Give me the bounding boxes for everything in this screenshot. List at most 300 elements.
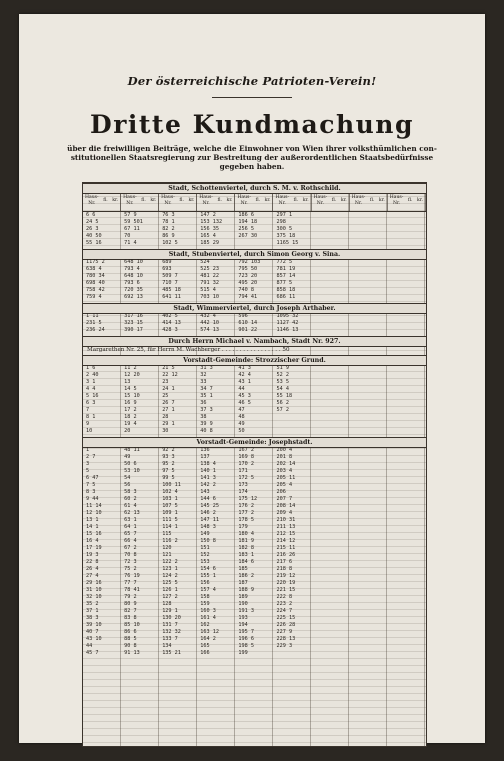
table-cell: 201 8 [276,454,293,460]
intro-line: gegeben haben. [219,162,285,172]
table-row [83,580,426,587]
table-cell: 317 16 [124,313,143,319]
table-cell: 205 11 [276,475,296,481]
table-cell [312,650,350,657]
table-cell: 159 [200,601,210,607]
table-cell [350,587,388,594]
column-header-label: Haus-Nr. [199,195,213,206]
table-cell [312,587,350,594]
table-cell: 45 3 [238,393,251,399]
table-row [83,233,426,240]
table-cell: 689 [162,259,172,265]
table-cell: 9 44 [86,496,99,502]
table-cell: 858 18 [276,287,296,293]
table-cell [350,379,388,386]
table-cell: 17 2 [124,407,137,413]
table-cell: 85 10 [124,622,140,628]
table-cell [312,407,350,414]
table-cell: 24 5 [86,219,99,225]
table-cell: 143 [200,489,210,495]
table-cell [312,454,350,461]
table-cell: 34 7 [200,386,213,392]
table-cell: 219 12 [276,573,296,579]
table-cell: 153 132 [200,219,223,225]
table-cell: 793 4 [124,266,140,272]
table-cell: 54 4 [276,386,289,392]
table-cell: 67 11 [124,226,140,232]
table-cell [350,259,388,266]
table-cell: 298 [276,219,286,225]
table-cell: 86 6 [124,629,137,635]
table-cell: 100 11 [162,482,181,488]
table-cell: 43 10 [86,636,102,642]
table-cell: 70 [124,233,131,239]
table-cell: 185 29 [200,240,220,246]
table-cell [273,428,311,435]
table-cell [388,294,426,301]
table-cell: 3 [86,461,90,467]
table-cell [388,266,426,273]
table-cell [388,629,426,636]
table-cell [388,379,426,386]
table-cell: 177 2 [238,510,254,516]
table-cell: 162 [200,622,210,628]
table-cell: 136 [200,447,210,453]
table-cell: 185 [238,566,248,572]
table-cell: 216 26 [276,552,296,558]
table-row [83,489,426,496]
table-cell: 122 2 [162,559,178,565]
table-cell [388,414,426,421]
table-cell [312,273,350,280]
table-cell: 1 11 [86,313,99,319]
table-cell [388,233,426,240]
table-cell: 163 12 [200,629,220,635]
table-cell [388,447,426,454]
table-cell [388,407,426,414]
table-cell: 16 9 [124,400,137,406]
table-cell [350,524,388,531]
table-cell [388,573,426,580]
table-cell [312,482,350,489]
table-cell: 208 14 [276,503,296,509]
table-cell [350,421,388,428]
table-row [83,407,426,414]
table-cell: 49 [238,421,245,427]
table-cell: 4 4 [86,386,96,392]
table-cell [312,233,350,240]
table-cell [388,273,426,280]
table-cell: 65 7 [124,531,137,537]
table-cell: 42 4 [238,372,251,378]
table-cell: 432 4 [200,313,216,319]
table-cell: 226 28 [276,622,296,628]
table-cell [388,372,426,379]
table-row [83,545,426,552]
table-cell: 13 1 [86,517,99,523]
table-row [83,447,426,454]
table-cell: 692 13 [124,294,143,300]
table-cell: 187 [238,580,248,586]
table-cell [312,461,350,468]
table-cell: 31 10 [86,587,102,593]
table-cell: 182 8 [238,545,254,551]
table-cell: 132 32 [162,629,181,635]
table-cell: 64 1 [124,524,137,530]
table-cell [388,566,426,573]
table-cell: 224 7 [276,608,293,614]
column-header-label: kr. [188,198,195,203]
table-cell [312,615,350,622]
table-cell [388,538,426,545]
table-cell [312,538,350,545]
table-cell: 174 [238,489,248,495]
table-cell: 7 5 [86,482,96,488]
table-cell: 35 2 [86,601,99,607]
table-cell [312,313,350,320]
table-cell [388,386,426,393]
table-cell: 9 [86,421,90,427]
table-cell: 44 [86,643,93,649]
table-cell [388,313,426,320]
table-cell: 188 9 [238,587,254,593]
table-cell: 857 14 [276,273,296,279]
table-cell [350,400,388,407]
table-cell [388,510,426,517]
table-cell: 37 1 [86,608,99,614]
table-row [83,608,426,615]
table-cell: 610 14 [238,320,258,326]
table-cell [350,273,388,280]
table-cell [350,510,388,517]
table-cell: 145 25 [200,503,220,509]
table-cell [312,524,350,531]
table-cell [388,601,426,608]
table-cell: 14 5 [124,386,137,392]
table-row [83,313,426,320]
table-cell: 40 50 [86,233,102,239]
table-cell [350,454,388,461]
table-cell: 8 1 [86,414,96,420]
table-cell: 25 [162,393,169,399]
table-cell: 793 6 [124,280,140,286]
table-cell [273,421,311,428]
table-cell: 82 7 [124,608,137,614]
table-row [83,587,426,594]
table-cell: 109 1 [162,510,178,516]
table-row [83,573,426,580]
table-cell: 16 4 [86,538,99,544]
table-cell: 54 [124,475,131,481]
table-cell: 158 [200,594,210,600]
table-cell: 79 2 [124,594,137,600]
table-cell [350,573,388,580]
table-cell: 37 3 [200,407,213,413]
table-cell [388,259,426,266]
table-cell: 38 [200,414,207,420]
table-cell: 123 1 [162,566,178,572]
table-cell: 167 2 [238,447,254,453]
table-row [83,294,426,301]
table-cell [388,517,426,524]
table-cell: 178 5 [238,517,254,523]
table-cell: 1127 42 [276,320,299,326]
section-note: Margarethen Nr. 25, für Herrn M. Wachberger . . . . . . . . . . . . . . . . . 50 [87,347,290,353]
table-cell [388,365,426,372]
table-cell: 181 9 [238,538,254,544]
table-cell: 189 [238,594,248,600]
table-cell: 156 [200,580,210,586]
table-cell [350,496,388,503]
table-cell: 134 [162,643,172,649]
table-cell: 297 1 [276,212,293,218]
table-cell: 169 8 [238,454,254,460]
table-cell: 135 21 [162,650,181,656]
table-cell: 44 [238,386,245,392]
table-cell: 154 6 [200,566,216,572]
table-cell: 901 22 [238,327,258,333]
table-cell: 70 8 [124,552,137,558]
table-cell [388,400,426,407]
table-cell: 641 11 [162,294,181,300]
table-cell: 26 4 [86,566,99,572]
table-cell: 179 [238,524,248,530]
table-cell [388,622,426,629]
table-row [83,594,426,601]
table-cell [312,475,350,482]
table-cell: 12 20 [124,372,140,378]
table-cell [312,386,350,393]
section-heading: Stadt, Schottenviertel, durch S. M. v. Rothschild. [83,183,426,194]
table-cell [312,622,350,629]
table-cell: 47 [238,407,245,413]
table-cell: 51 9 [276,365,289,371]
table-cell: 26 3 [86,226,99,232]
table-row [83,421,426,428]
table-cell: 212 15 [276,531,296,537]
table-cell: 62 13 [124,510,140,516]
table-cell: 30 [162,428,169,434]
table-cell [312,573,350,580]
table-cell: 217 6 [276,559,293,565]
table-row [83,650,426,657]
table-cell [312,489,350,496]
table-cell [350,643,388,650]
table-cell: 150 8 [200,538,216,544]
column-header-label: kr. [150,198,157,203]
table-cell [350,447,388,454]
table-cell: 323 15 [124,320,143,326]
table-cell: 236 24 [86,327,105,333]
table-cell: 78 1 [162,219,175,225]
table-cell [350,461,388,468]
table-cell [350,294,388,301]
table-cell [350,468,388,475]
table-row [83,414,426,421]
table-cell: 23 [162,379,169,385]
table-cell [312,287,350,294]
table-cell: 111 5 [162,517,178,523]
table-cell: 59 501 [124,219,143,225]
table-cell: 221 15 [276,587,296,593]
table-cell [350,601,388,608]
table-cell: 2 40 [86,372,99,378]
table-cell: 207 7 [276,496,293,502]
table-cell: 525 23 [200,266,220,272]
table-cell [388,421,426,428]
table-cell: 127 2 [162,594,178,600]
table-cell: 194 [238,622,248,628]
table-cell [312,517,350,524]
table-cell [388,240,426,247]
table-cell: 140 1 [200,468,216,474]
table-cell: 686 11 [276,294,296,300]
table-cell: 720 35 [124,287,143,293]
table-cell [312,280,350,287]
table-cell: 76 19 [124,573,140,579]
table-cell [388,226,426,233]
table-cell [312,608,350,615]
table-cell: 7 [86,407,90,413]
table-cell: 175 12 [238,496,258,502]
table-cell: 38 3 [86,615,99,621]
table-row [83,482,426,489]
table-cell [388,636,426,643]
table-cell [312,421,350,428]
table-cell: 165 [200,643,210,649]
table-cell: 80 9 [124,601,137,607]
table-cell [388,650,426,657]
table-cell [350,559,388,566]
table-cell: 55 18 [276,393,293,399]
table-cell [350,545,388,552]
table-cell: 173 [238,482,248,488]
table-cell [312,266,350,273]
table-cell: 120 [162,545,172,551]
table-cell: 152 [200,552,210,558]
table-cell: 5 [86,468,90,474]
table-cell: 146 2 [200,510,216,516]
table-cell: 267 30 [238,233,258,239]
table-cell [312,428,350,435]
table-cell: 14 1 [86,524,99,530]
table-cell [350,580,388,587]
table-cell: 172 5 [238,475,254,481]
table-cell: 103 1 [162,496,178,502]
column-header-label: Haus-Nr. [161,195,175,206]
table-cell: 11 14 [86,503,102,509]
table-cell: 35 1 [200,393,213,399]
table-cell [350,566,388,573]
table-cell: 166 [200,650,210,656]
table-cell [388,587,426,594]
table-cell: 183 1 [238,552,254,558]
table-cell [312,414,350,421]
table-cell [388,219,426,226]
table-cell [388,212,426,219]
table-cell: 402 5 [162,313,178,319]
table-cell: 211 13 [276,524,296,530]
table-row [83,259,426,266]
table-cell [388,580,426,587]
table-cell: 1 [86,447,90,453]
table-cell: 1146 13 [276,327,299,333]
table-cell [235,240,273,247]
table-cell: 63 1 [124,517,137,523]
table-cell: 231 5 [86,320,102,326]
table-cell [350,482,388,489]
column-header [273,193,311,211]
table-cell: 210 31 [276,517,296,523]
table-cell: 91 13 [124,650,140,656]
column-header-label: fl. [103,198,108,203]
table-cell [388,461,426,468]
table-cell: 227 9 [276,629,293,635]
table-row [83,379,426,386]
table-cell: 481 22 [200,273,220,279]
table-cell: 740 8 [238,287,254,293]
table-cell [312,400,350,407]
table-cell [350,531,388,538]
table-cell: 128 [162,601,172,607]
table-cell: 6 6 [86,212,96,218]
table-cell: 148 3 [200,524,216,530]
table-cell [312,447,350,454]
table-cell [312,226,350,233]
table-cell: 31 3 [200,365,213,371]
table-row [83,468,426,475]
page-title: Dritte Kundmachung [90,110,414,139]
table-cell: 28 [162,414,169,420]
table-cell [350,629,388,636]
table-cell [388,552,426,559]
table-row [83,510,426,517]
table-cell [350,407,388,414]
table-cell: 36 [200,400,207,406]
association-title: Der österreichische Patrioten-Verein! [127,74,377,88]
table-cell: 82 2 [162,226,175,232]
table-cell: 648 10 [124,259,143,265]
table-cell: 137 [200,454,210,460]
table-cell [350,594,388,601]
table-row [83,538,426,545]
table-cell: 200 4 [276,447,293,453]
table-cell: 176 2 [238,503,254,509]
table-cell [350,327,388,334]
column-header [197,193,235,211]
table-cell [350,608,388,615]
contributions-table [82,182,427,747]
table-cell [388,615,426,622]
table-cell: 149 [200,531,210,537]
column-header [159,193,197,211]
column-header-label: Haus-Nr. [123,195,137,206]
column-header-label: fl. [255,198,261,203]
table-row [83,524,426,531]
table-cell: 596 [238,313,248,319]
column-header-label: kr. [226,198,233,203]
column-header [350,193,388,211]
column-header-label: kr. [302,198,309,203]
table-cell [350,219,388,226]
table-cell [312,503,350,510]
table-cell: 151 [200,545,210,551]
table-cell [388,524,426,531]
table-cell: 57 2 [276,407,289,413]
table-cell: 48 [238,414,245,420]
table-cell [312,379,350,386]
table-cell: 160 3 [200,608,216,614]
